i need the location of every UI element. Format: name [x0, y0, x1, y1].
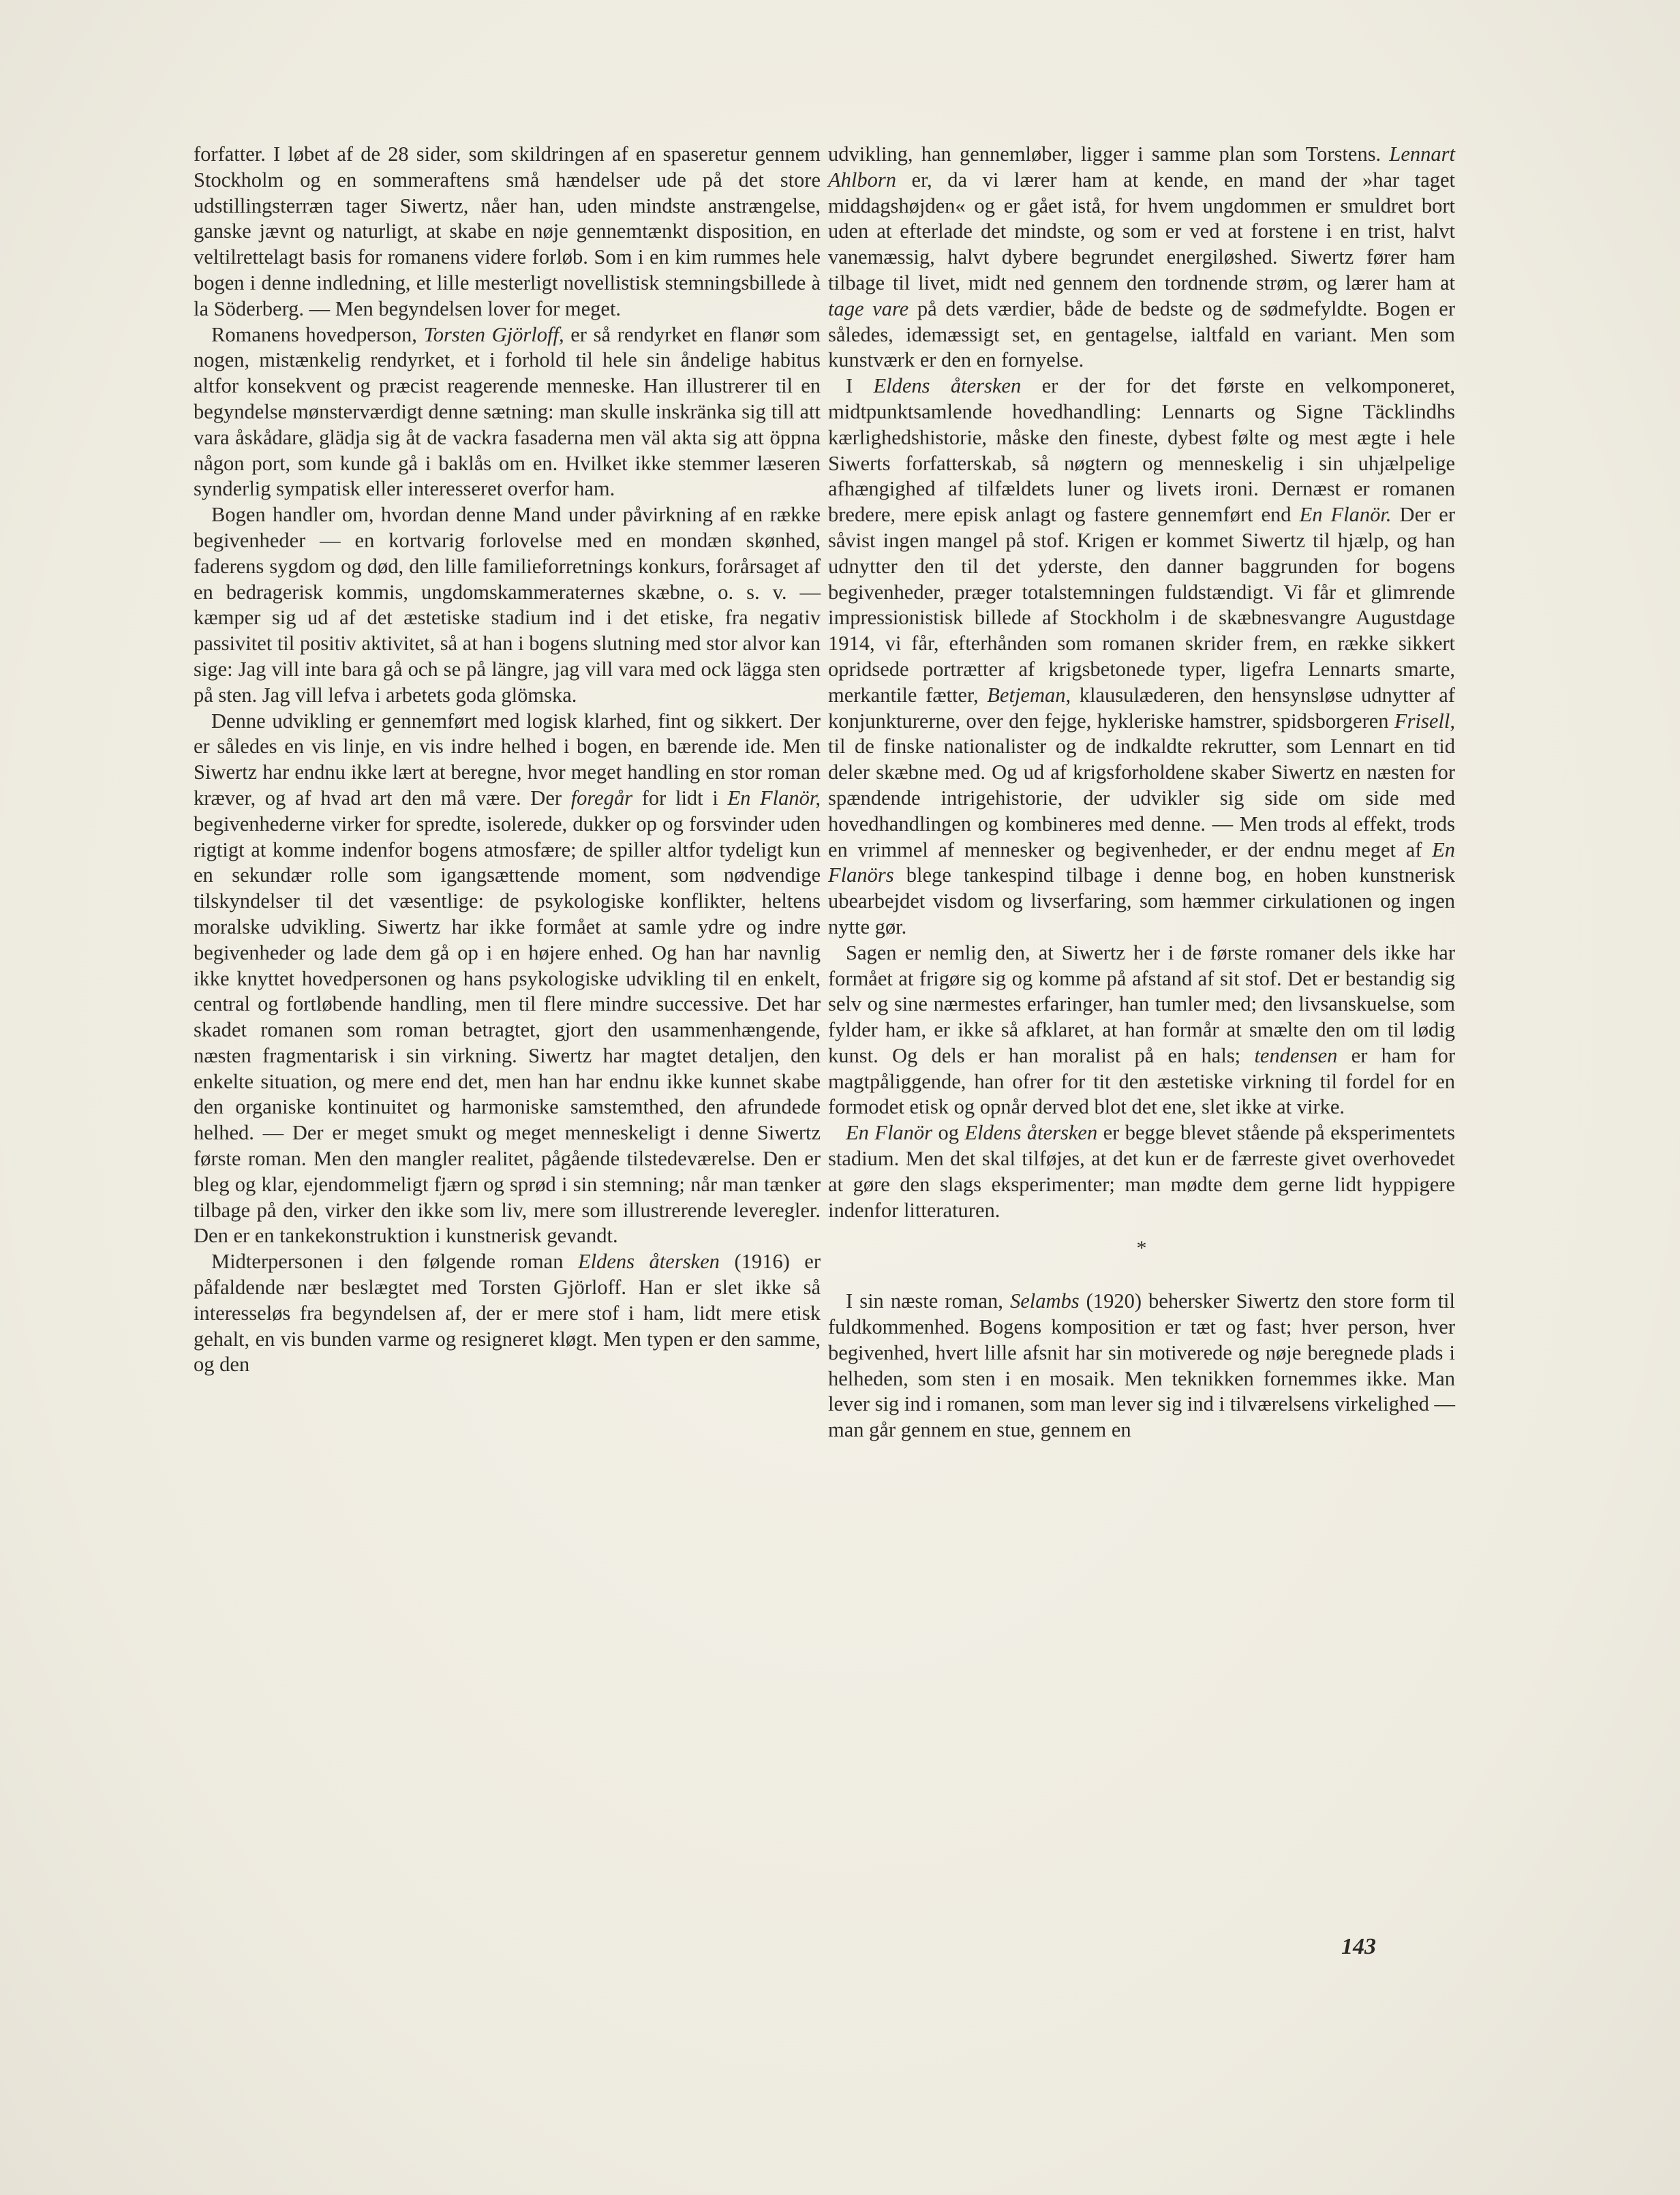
right-column	[828, 142, 1455, 1443]
italic-title: Torsten Gjörloff,	[423, 322, 564, 346]
text-run: I	[846, 374, 874, 398]
text-run: er, da vi lærer ham at kende, en mand der »har taget middagshøjden« og er gået istå, for hvem ungdommen er smuldret bort uden at efterlade det mindste, og som er ved at forstene i en trist, halvt vanemæssig, halvt dybere begrundet energiløshed. Siwertz fører ham tilbage til livet, midt ned gennem den tordnende strøm, og lærer ham at	[828, 168, 1455, 294]
text-run: er der for det første en velkomponeret, midtpunktsamlende hovedhandling: Lennarts og Signe Täcklindhs kærlighedshistorie, måske den fineste, dybest følte og mest ægte i hele Siwerts forfatterskab, så nøgtern og menneskelig i sin uhjælpelige afhængighed af tilfældets luner og livets ironi. Dernæst er romanen bredere, mere episk anlagt og fastere gennemført end	[828, 374, 1455, 527]
left-column	[194, 142, 821, 1378]
italic-title: tage vare	[828, 296, 909, 320]
text-run: Midterpersonen i den følgende roman	[211, 1250, 578, 1274]
page-number: 143	[1341, 1934, 1376, 1959]
text-run: og	[932, 1121, 965, 1145]
italic-title: En Flanör,	[727, 786, 821, 810]
text-run: Romanens hovedperson,	[211, 322, 424, 346]
italic-title: foregår	[570, 786, 633, 810]
text-run: forfatter. I løbet af de 28 sider, som skildringen af en spaseretur gennem Stockholm og en sommeraftens små hændelser ude på det store udstillingsterræn tager Siwertz, nåer han, uden mindste anstrængelse, ganske jævnt og naturligt, at skabe en nøje gennemtænkt disposition, en veltilrettelagt basis for romanens videre forløb. Som i en kim rummes hele bogen i denne indledning, et lille mesterligt novellistisk stemningsbillede à la Söderberg. — Men begyndelsen lover for meget.	[194, 142, 821, 320]
text-run: Bogen handler om, hvordan denne Mand under påvirkning af en række begivenheder — en kortvarig forlovelse med en mondæn skønhed, faderens sygdom og død, den lille familieforretnings konkurs, forårsaget af en bedragerisk kommis, ungdomskammeraternes skæbne, o. s. v. — kæmper sig ud af det æstetiske stadium ind i det etiske, fra negativ passivitet til positiv aktivitet, så at han i bogens slutning med stor alvor kan sige: Jag vill inte bara gå och se på längre, jag vill vara med ock lägga sten på sten. Jag vill lefva i arbetets goda glömska.	[194, 503, 821, 707]
paragraph	[828, 373, 1455, 940]
italic-title: Selambs	[1009, 1289, 1080, 1313]
text-run: Sagen er nemlig den, at Siwertz her i de første romaner dels ikke har formået at frigøre sig og komme på afstand af sit stof. Det er bestandig sig selv og sine nærmestes erfaringer, han tumler med; den livsanskuelse, som fylder ham, er ikke så afklaret, at han formår at smælte den om til lødig kunst. Og dels er han moralist på en hals;	[828, 940, 1455, 1067]
text-run: blege tankespind tilbage i denne bog, en hoben kunstnerisk ubearbejdet visdom og livserfaring, som hæmmer cirkulationen og ingen nytte gør.	[828, 863, 1455, 938]
text-run: klausulæderen, den hensynsløse udnytter af konjunkturerne, over den fejge, hykleriske hamstrer, spidsborgeren	[828, 683, 1455, 733]
italic-title: En Flanörs	[828, 838, 1455, 887]
italic-title: Eldens återsken	[578, 1250, 720, 1274]
paragraph	[828, 1289, 1455, 1443]
paragraph	[828, 142, 1455, 373]
paragraph	[194, 322, 821, 503]
italic-title: Eldens återsken	[873, 374, 1022, 398]
italic-title: Betjeman,	[987, 683, 1071, 707]
paragraph	[194, 1249, 821, 1378]
italic-title: Lennart Ahlborn	[828, 142, 1455, 191]
paragraph	[194, 502, 821, 708]
text-run: er begge blevet stående på eksperimentets stadium. Men det skal tilføjes, at det kun er de færreste givet overhovedet at gøre den slags eksperimenter; man mødte dem gerne lidt hyppigere indenfor litteraturen.	[828, 1121, 1456, 1222]
text-run: (1920) behersker Siwertz den store form til fuldkommenhed. Bogens komposition er tæt og fast; hver person, hver begivenhed, hvert lille afsnit har sin motiverede og nøje beregnede plads i helheden, som sten i en mosaik. Men teknikken fornemmes ikke. Man lever sig ind i romanen, som man lever sig ind i tilværelsens virkelighed — man går gennem en stue, gennem en	[828, 1289, 1455, 1442]
paragraph	[194, 709, 821, 1250]
paragraph	[828, 1120, 1455, 1223]
italic-title: En Flanör	[846, 1121, 933, 1145]
text-run: til de finske nationalister og de indkaldte rekrutter, som Lennart en tid deler skæbne med. Og ud af krigsforholdene skaber Siwertz en næsten for spændende intrigehistorie, der udvikler sig side om side med hovedhandlingen og kombineres med denne. — Men trods al effekt, trods en vrimmel af mennesker og begivenheder, er der endnu meget af	[828, 735, 1455, 861]
text-run: for lidt i	[632, 786, 728, 810]
text-run: (1916) er påfaldende nær beslægtet med Torsten Gjörloff. Han er slet ikke så interesseløs fra begyndelsen af, der er mere stof i ham, lidt mere etisk gehalt, en vis bunden varme og resigneret kløgt. Men typen er den samme, og den	[194, 1250, 821, 1377]
text-run: I sin næste roman,	[846, 1289, 1010, 1313]
italic-title: En Flanör.	[1299, 503, 1392, 527]
italic-title: Eldens återsken	[964, 1121, 1098, 1145]
paragraph	[828, 940, 1455, 1121]
text-run: er ham for magtpåliggende, han ofrer for tit den æstetiske virkning til fordel for en formodet etisk og opnår derved blot det ene, slet ikke at virke.	[828, 1043, 1455, 1119]
text-run: udvikling, han gennemløber, ligger i samme plan som Torstens.	[828, 142, 1390, 166]
italic-title: Frisell,	[1394, 709, 1455, 733]
text-run: er så rendyrket en flanør som nogen, mistænkelig rendyrket, et i forhold til hele sin åndelige habitus altfor konsekvent og præcist reagerende menneske. Han illustrerer til en begyndelse mønsterværdigt denne sætning: man skulle inskränka sig till att vara åskådare, glädja sig åt de vackra fasaderna men väl akta sig att öppna någon port, som kunde gå i baklås om en. Hvilket ikke stemmer læseren synderlig sympatisk eller interesseret overfor ham.	[194, 322, 821, 501]
paragraph	[194, 142, 821, 322]
text-run: Denne udvikling er gennemført med logisk klarhed, fint og sikkert. Der er således en vis linje, en vis indre helhed i bogen, en bærende ide. Men Siwertz har endnu ikke lært at beregne, hvor meget handling en stor roman kræver, og af hvad art den må være. Der	[194, 709, 821, 810]
text-run: på dets værdier, både de bedste og de sødmefyldte. Bogen er således, idemæssigt set, en gentagelse, ialtfald en variant. Men som kunstværk er den en fornyelse.	[828, 296, 1456, 372]
text-run: begivenhederne virker for spredte, isolerede, dukker op og forsvinder uden rigtigt at komme indenfor bogens atmosfære; de spiller altfor tydeligt kun en sekundær rolle som igangsættende moment, som nødvendige tilskyndelser til det væsentlige: de psykologiske konflikter, heltens moralske udvikling. Siwertz har ikke formået at samle ydre og indre begivenheder og lade dem gå op i en højere enhed. Og han har navnlig ikke knyttet hovedpersonen og hans psykologiske udvikling til en enkelt, central og fortløbende handling, men til flere mindre successive. Det har skadet romanen som roman betragtet, gjort den usammenhængende, næsten fragmentarisk i sin virkning. Siwertz har magtet detaljen, den enkelte situation, og mere end det, men han har endnu ikke kunnet skabe den organiske kontinuitet og harmoniske samstemthed, den afrundede helhed. — Der er meget smukt og meget menneskeligt i denne Siwertz første roman. Men den mangler realitet, pågående tilstedeværelse. Den er bleg og klar, ejendommeligt fjærn og sprød i sin stemning; når man tænker tilbage på den, virker den ikke som liv, mere som illustrerende leveregler. Den er en tankekonstruktion i kunstnerisk gevandt.	[194, 812, 821, 1248]
section-separator: *	[1136, 1237, 1147, 1260]
italic-title: tendensen	[1254, 1043, 1338, 1067]
text-run: Der er såvist ingen mangel på stof. Krigen er kommet Siwertz til hjælp, og han udnytter den til det yderste, den danner baggrunden for bogens begivenheder, præger totalstemningen fuldstændigt. Vi får et glimrende impressionistisk billede af Stockholm i de skæbnesvangre Augustdage 1914, vi får, efterhånden som romanen skrider frem, en række sikkert opridsede portrætter af krigsbetonede typer, ligefra Lennarts smarte, merkantile fætter,	[828, 503, 1455, 707]
